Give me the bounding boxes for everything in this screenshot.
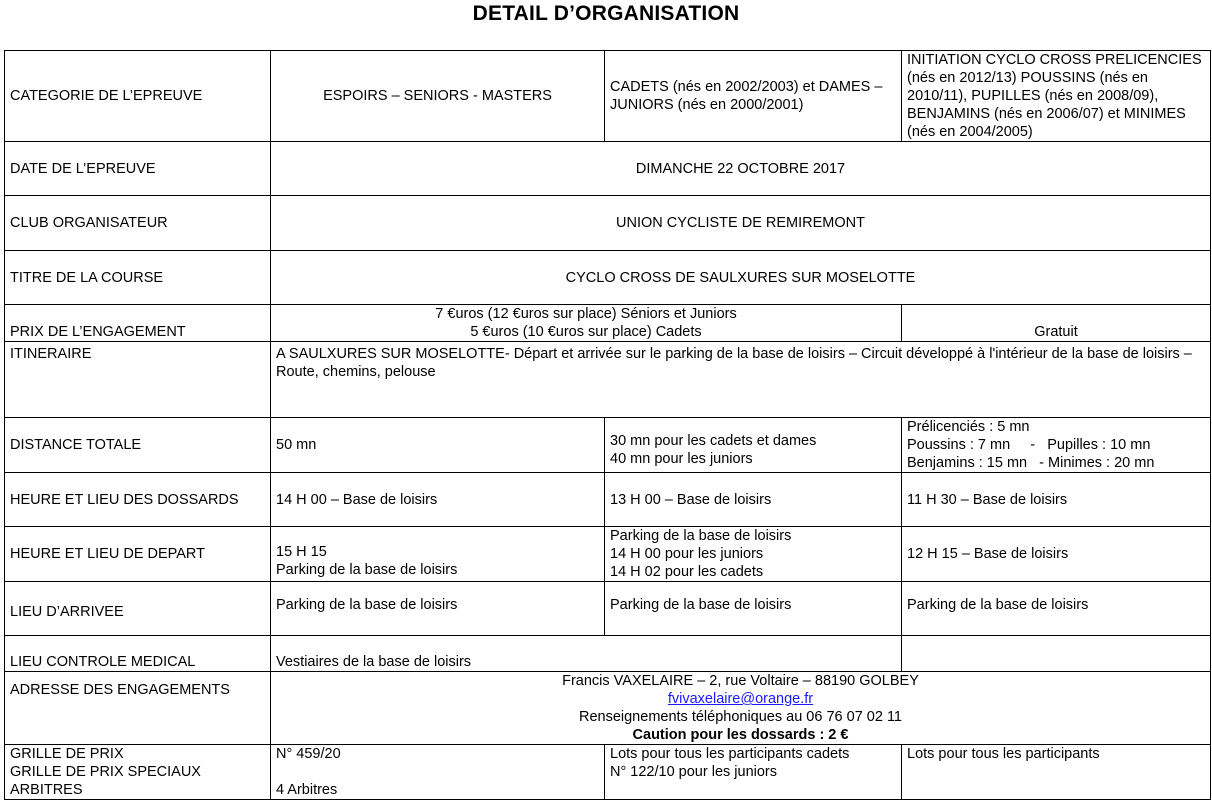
depart-col2-line2: 14 H 00 pour les juniors [610,546,764,562]
grille-col2-line1: Lots pour tous les participants cadets [610,746,850,762]
organisation-table [4,50,1211,800]
depart-col1-line2: Parking de la base de loisirs [276,562,458,578]
row-prix [5,305,1211,342]
row-arrivee [5,582,1211,636]
label-itineraire: ITINERAIRE [5,342,271,418]
label-prix: PRIX DE L’ENGAGEMENT [5,305,271,342]
label-depart: HEURE ET LIEU DE DEPART [5,527,271,582]
medical-col3 [902,636,1211,672]
depart-col1-line1: 15 H 15 [276,544,327,560]
adresse-line1: Francis VAXELAIRE – 2, rue Voltaire – 88190 GOLBEY [562,673,919,689]
dossards-col3: 11 H 30 – Base de loisirs [902,473,1211,527]
distance-col3-line3: Benjamins : 15 mn - Minimes : 20 mn [907,455,1155,471]
row-club [5,196,1211,251]
arrivee-col2: Parking de la base de loisirs [605,582,902,636]
distance-col2-line1: 30 mn pour les cadets et dames [610,433,817,449]
adresse-line4: Caution pour les dossards : 2 € [632,727,849,743]
row-dossards [5,473,1211,527]
label-dossards: HEURE ET LIEU DES DOSSARDS [5,473,271,527]
depart-col2-line3: 14 H 02 pour les cadets [610,564,764,580]
label-grille [5,745,271,800]
email-link[interactable]: fvivaxelaire@orange.fr [667,691,814,707]
distance-col1: 50 mn [271,418,605,473]
row-adresse [5,672,1211,745]
page-title: DETAIL D’ORGANISATION [472,2,740,25]
row-medical [5,636,1211,672]
grille-col2 [605,745,902,800]
date-value: DIMANCHE 22 OCTOBRE 2017 [271,142,1211,196]
prix-line1: 7 €uros (12 €uros sur place) Séniors et Juniors [435,306,737,322]
grille-col3: Lots pour tous les participants [902,745,1211,800]
club-value: UNION CYCLISTE DE REMIREMONT [271,196,1211,251]
prix-line2: 5 €uros (10 €uros sur place) Cadets [470,324,702,340]
grille-col2-line2: N° 122/10 pour les juniors [610,764,778,780]
label-grille-line2: GRILLE DE PRIX SPECIAUX [10,764,201,780]
distance-col2 [605,418,902,473]
row-date [5,142,1211,196]
categorie-col2: CADETS (nés en 2002/2003) et DAMES – JUNIORS (nés en 2000/2001) [605,51,902,142]
depart-col1 [271,527,605,582]
row-grille [5,745,1211,800]
titre-value: CYCLO CROSS DE SAULXURES SUR MOSELOTTE [271,251,1211,305]
dossards-col1: 14 H 00 – Base de loisirs [271,473,605,527]
label-club: CLUB ORGANISATEUR [5,196,271,251]
label-titre: TITRE DE LA COURSE [5,251,271,305]
adresse-values [271,672,1211,745]
adresse-line3: Renseignements téléphoniques au 06 76 07 02 11 [578,709,902,725]
categorie-col1: ESPOIRS – SENIORS - MASTERS [271,51,605,142]
distance-col3-line2: Poussins : 7 mn - Pupilles : 10 mn [907,437,1151,453]
dossards-col2: 13 H 00 – Base de loisirs [605,473,902,527]
medical-value: Vestiaires de la base de loisirs [271,636,902,672]
prix-values [271,305,902,342]
row-depart [5,527,1211,582]
label-adresse: ADRESSE DES ENGAGEMENTS [5,672,271,745]
arrivee-col1: Parking de la base de loisirs [271,582,605,636]
row-titre [5,251,1211,305]
prix-col3: Gratuit [902,305,1211,342]
depart-col2-line1: Parking de la base de loisirs [610,528,792,544]
label-grille-line1: GRILLE DE PRIX [10,746,124,762]
distance-col3-line1: Prélicenciés : 5 mn [907,419,1030,435]
itineraire-value: A SAULXURES SUR MOSELOTTE- Départ et arrivée sur le parking de la base de loisirs – Circuit développé à l'intérieur de la base de loisirs – Route, chemins, pelouse [271,342,1211,418]
row-itineraire [5,342,1211,418]
distance-col2-line2: 40 mn pour les juniors [610,451,753,467]
categorie-col3: INITIATION CYCLO CROSS PRELICENCIES (nés en 2012/13) POUSSINS (nés en 2010/11), PUPILLES (nés en 2008/09), BENJAMINS (nés en 2006/07) et MINIMES (nés en 2004/2005) [902,51,1211,142]
row-distance [5,418,1211,473]
grille-col1 [271,745,605,800]
label-categorie: CATEGORIE DE L’EPREUVE [5,51,271,142]
label-date: DATE DE L’EPREUVE [5,142,271,196]
depart-col3: 12 H 15 – Base de loisirs [902,527,1211,582]
label-arrivee: LIEU D’ARRIVEE [5,582,271,636]
row-categorie [5,51,1211,142]
depart-col2 [605,527,902,582]
label-distance: DISTANCE TOTALE [5,418,271,473]
grille-col1-line3: 4 Arbitres [276,782,338,798]
arrivee-col3: Parking de la base de loisirs [902,582,1211,636]
grille-col1-line1: N° 459/20 [276,746,341,762]
distance-col3 [902,418,1211,473]
label-grille-line3: ARBITRES [10,782,83,798]
label-medical: LIEU CONTROLE MEDICAL [5,636,271,672]
